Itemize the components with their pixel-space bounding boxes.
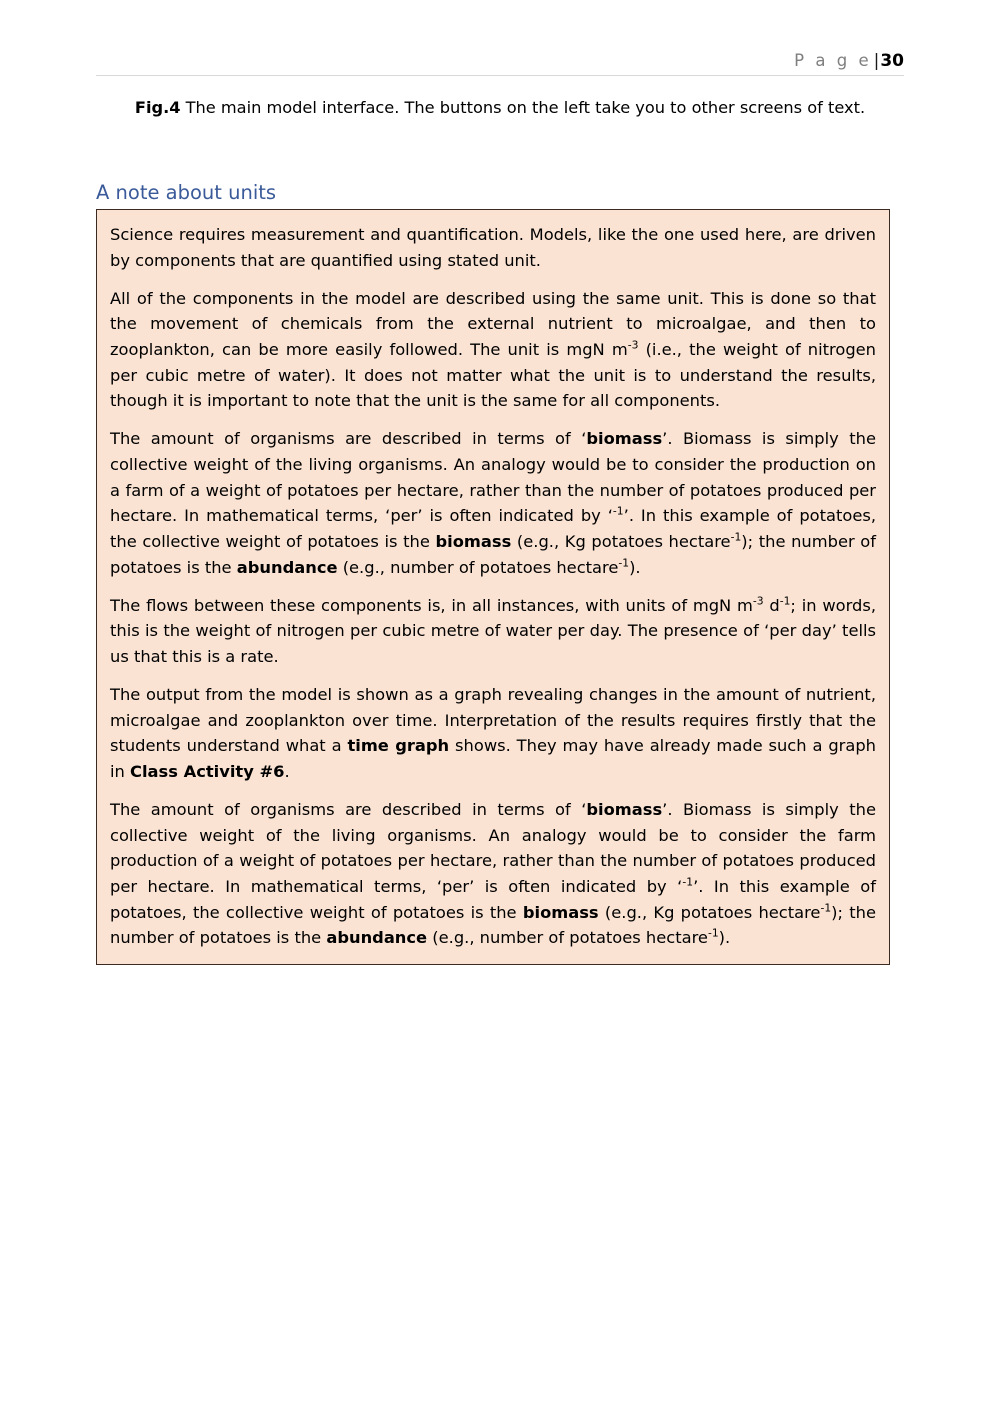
paragraph-text: The amount of organisms are described in terms of ‘ <box>110 429 587 449</box>
superscript-exponent: -1 <box>682 875 694 889</box>
emphasis-time-graph: time graph <box>347 736 450 756</box>
paragraph-text: ; in words, this is the weight of nitrogen per cubic metre of water per day. The presence of ‘per day’ tells us that this is a rate. <box>110 595 876 667</box>
running-header <box>96 0 904 76</box>
paragraph-text: The amount of organisms are described in terms of ‘ <box>110 799 587 819</box>
emphasis-abundance: abundance <box>326 928 428 948</box>
paragraph-text: ); the number of potatoes is the <box>110 902 876 948</box>
paragraph-text: (e.g., number of potatoes hectare <box>337 557 619 577</box>
paragraph-text: The flows between these components is, in all instances, with units of mgN m <box>110 595 753 615</box>
page-number: 30 <box>880 51 904 71</box>
paragraph-text: All of the components in the model are described using the same unit. This is done so that the movement of chemicals from the external nutrient to microalgae, and then to zooplankton, can be more easily followed. The unit is mgN m <box>110 288 876 360</box>
paragraph-text: ’. In this example of potatoes, the collective weight of potatoes is the <box>110 506 876 552</box>
paragraph-text: ’. Biomass is simply the collective weight of the living organisms. An analogy would be to consider the production on a farm of a weight of potatoes per hectare, rather than the number of potatoes produced per hectare. In mathematical terms, ‘per’ is often indicated by ‘ <box>110 429 876 526</box>
note-paragraph-5 <box>110 682 876 785</box>
note-paragraph-6 <box>110 797 876 951</box>
paragraph-text: ’. In this example of potatoes, the collective weight of potatoes is the <box>110 876 876 922</box>
paragraph-text: (i.e., the weight of nitrogen per cubic metre of water). It does not matter what the unit is to understand the results, though it is important to note that the unit is the same for all components. <box>110 340 876 411</box>
figure-label: Fig.4 <box>134 97 181 117</box>
section-heading: A note about units <box>96 180 277 204</box>
paragraph-text: ); the number of potatoes is the <box>110 532 876 577</box>
superscript-exponent: -1 <box>779 594 791 608</box>
paragraph-text: shows. They may have already made such a graph in <box>110 736 876 782</box>
note-box <box>96 209 890 965</box>
paragraph-text: d <box>763 595 780 615</box>
emphasis-biomass: biomass <box>435 532 512 552</box>
paragraph-text: ). <box>629 557 641 577</box>
superscript-exponent: -3 <box>752 594 764 608</box>
emphasis-abundance: abundance <box>236 557 338 577</box>
superscript-exponent: -3 <box>627 338 639 352</box>
note-paragraph-1 <box>110 222 876 273</box>
figure-caption-text: The main model interface. The buttons on the left take you to other screens of text. <box>180 97 866 117</box>
superscript-exponent: -1 <box>612 505 624 518</box>
superscript-exponent: -1 <box>820 901 832 915</box>
paragraph-text: ’. Biomass is simply the collective weight of the living organisms. An analogy would be to consider the farm production of a weight of potatoes per hectare, rather than the number of potatoes produced per hectare. In mathematical terms, ‘per’ is often indicated by ‘ <box>110 799 876 896</box>
paragraph-text: ). <box>718 928 731 948</box>
note-paragraph-4 <box>110 593 876 670</box>
note-paragraph-3 <box>110 426 876 580</box>
superscript-exponent: -1 <box>730 530 742 544</box>
note-paragraph-2 <box>110 286 876 415</box>
figure-caption <box>96 96 904 119</box>
paragraph-text: (e.g., Kg potatoes hectare <box>511 532 731 552</box>
paragraph-text: Science requires measurement and quantification. Models, like the one used here, are driven by components that are quantified using stated unit. <box>110 225 876 270</box>
paragraph-text: (e.g., Kg potatoes hectare <box>598 902 821 922</box>
paragraph-text: . <box>284 762 290 782</box>
paragraph-text: (e.g., number of potatoes hectare <box>427 928 708 948</box>
page-label: P a g e <box>794 51 872 70</box>
superscript-exponent: -1 <box>618 556 630 570</box>
page-separator: | <box>873 51 880 71</box>
emphasis-biomass: biomass <box>586 799 663 819</box>
emphasis-biomass: biomass <box>586 429 663 449</box>
paragraph-text: The output from the model is shown as a graph revealing changes in the amount of nutrient, microalgae and zooplankton over time. Interpretation of the results requires firstly that the students understand what a <box>110 684 876 756</box>
emphasis-biomass: biomass <box>522 902 599 922</box>
superscript-exponent: -1 <box>707 927 719 941</box>
emphasis-class-activity: Class Activity #6 <box>130 762 285 782</box>
